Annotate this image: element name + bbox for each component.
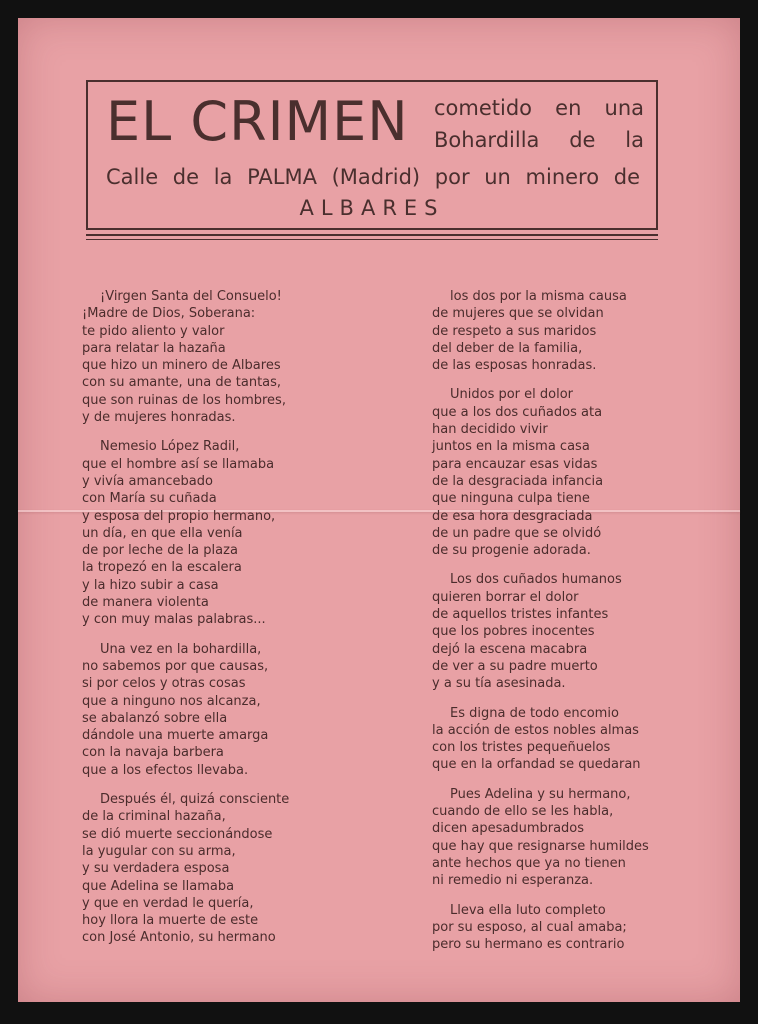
poem-line: de mujeres que se olvidan (432, 306, 604, 322)
poem-stanza (82, 641, 342, 779)
poem-line: pero su hermano es contrario (432, 937, 625, 953)
poem-line: y de mujeres honradas. (82, 410, 236, 426)
title-subtitle (434, 92, 644, 156)
poem-line: Lleva ella luto completo (450, 902, 606, 918)
poem-line: que en la orfandad se quedaran (432, 757, 641, 773)
poem-line: y vivía amancebado (82, 473, 213, 489)
poem-line: hoy llora la muerte de este (82, 913, 259, 929)
poem-stanza (432, 902, 702, 954)
poem-line: que Adelina se llamaba (82, 878, 235, 894)
poem-line: para encauzar esas vidas (432, 456, 598, 472)
poem-line: de la criminal hazaña, (82, 809, 226, 825)
poem-line: dándole una muerte amarga (82, 728, 269, 744)
poem-line: Una vez en la bohardilla, (100, 641, 262, 657)
poem-line: de un padre que se olvidó (432, 525, 602, 541)
poem-stanza (432, 786, 702, 890)
poem-line: han decidido vivir (432, 422, 548, 438)
poem-column-left (82, 288, 342, 959)
poem-line: de las esposas honradas. (432, 358, 597, 374)
poem-line: Los dos cuñados humanos (450, 572, 622, 588)
poem-line: Pues Adelina y su hermano, (450, 786, 631, 802)
poem-line: con José Antonio, su hermano (82, 930, 276, 946)
poem-line: que los pobres inocentes (432, 624, 595, 640)
poem-line: Es digna de todo encomio (450, 705, 619, 721)
poem-stanza (82, 438, 342, 628)
poem-line: y con muy malas palabras... (82, 612, 266, 628)
poem-line: que a ninguno nos alcanza, (82, 693, 261, 709)
subtitle-line-1: cometido en una (434, 96, 644, 120)
poem-line: que hay que resignarse humildes (432, 838, 649, 854)
poem-line: se dió muerte seccionándose (82, 826, 273, 842)
poem-line: y a su tía asesinada. (432, 676, 566, 692)
poem-line: ¡Virgen Santa del Consuelo! (100, 289, 282, 304)
subtitle-town: ALBARES (299, 196, 445, 220)
poem-line: de por leche de la plaza (82, 543, 238, 559)
poem-line: si por celos y otras cosas (82, 676, 246, 692)
poem-line: de ver a su padre muerto (432, 658, 598, 674)
poem-line: te pido aliento y valor (82, 323, 225, 339)
poem-line: dejó la escena macabra (432, 641, 588, 657)
poem-line: de esa hora desgraciada (432, 508, 593, 524)
poem-line: se abalanzó sobre ella (82, 710, 228, 726)
poem-line: por su esposo, al cual amaba; (432, 919, 627, 935)
poem-line: de su progenie adorada. (432, 543, 591, 559)
poem-line: con la navaja barbera (82, 745, 224, 761)
poem-line: quieren borrar el dolor (432, 589, 579, 605)
poem-line: de manera violenta (82, 595, 209, 611)
poem-line: de aquellos tristes infantes (432, 607, 609, 623)
poem-line: la acción de estos nobles almas (432, 722, 639, 738)
poem-line: ante hechos que ya no tienen (432, 855, 626, 871)
poem-line: que hizo un minero de Albares (82, 358, 281, 374)
poem-line: Nemesio López Radil, (100, 439, 240, 455)
main-title: EL CRIMEN (106, 90, 409, 153)
poem-line: Unidos por el dolor (450, 387, 574, 403)
poem-line: que a los efectos llevaba. (82, 762, 249, 778)
title-rule (86, 234, 658, 236)
subtitle-line-3: Calle de la PALMA (Madrid) por un minero de (106, 165, 640, 189)
poem-stanza (432, 571, 702, 692)
poem-line: con los tristes pequeñuelos (432, 740, 611, 756)
title-box (86, 80, 658, 230)
poem-line: de respeto a sus maridos (432, 323, 597, 339)
poem-line: cuando de ello se les habla, (432, 804, 614, 820)
poem-line: no sabemos por que causas, (82, 658, 269, 674)
poem-column-right (432, 288, 702, 965)
poem-line: que a los dos cuñados ata (432, 404, 603, 420)
poem-line: y que en verdad le quería, (82, 895, 254, 911)
poem-line: de la desgraciada infancia (432, 473, 604, 489)
poem-line: Después él, quizá consciente (100, 792, 290, 808)
poem-line: dicen apesadumbrados (432, 821, 585, 837)
poem-line: que el hombre así se llamaba (82, 456, 275, 472)
poem-line: del deber de la familia, (432, 340, 583, 356)
poem-stanza (82, 288, 342, 426)
poem-stanza (432, 705, 702, 774)
poem-line: que ninguna culpa tiene (432, 491, 590, 507)
poem-line: que son ruinas de los hombres, (82, 392, 286, 408)
poem-line: ¡Madre de Dios, Soberana: (82, 306, 256, 322)
poem-line: con María su cuñada (82, 491, 217, 507)
paper-sheet (18, 18, 740, 1002)
poem-stanza (432, 288, 702, 374)
poem-line: para relatar la hazaña (82, 340, 226, 356)
subtitle-line-2: Bohardilla de la (434, 128, 644, 152)
poem-line: y la hizo subir a casa (82, 577, 219, 593)
poem-line: un día, en que ella venía (82, 525, 243, 541)
poem-stanza (82, 791, 342, 947)
poem-line: juntos en la misma casa (432, 439, 590, 455)
poem-line: la tropezó en la escalera (82, 560, 242, 576)
poem-line: y su verdadera esposa (82, 861, 230, 877)
poem-line: la yugular con su arma, (82, 843, 236, 859)
poem-line: los dos por la misma causa (450, 289, 627, 304)
poem-stanza (432, 386, 702, 559)
poem-line: ni remedio ni esperanza. (432, 873, 594, 889)
poem-line: con su amante, una de tantas, (82, 375, 282, 391)
title-rule-thin (86, 239, 658, 240)
poem-line: y esposa del propio hermano, (82, 508, 276, 524)
